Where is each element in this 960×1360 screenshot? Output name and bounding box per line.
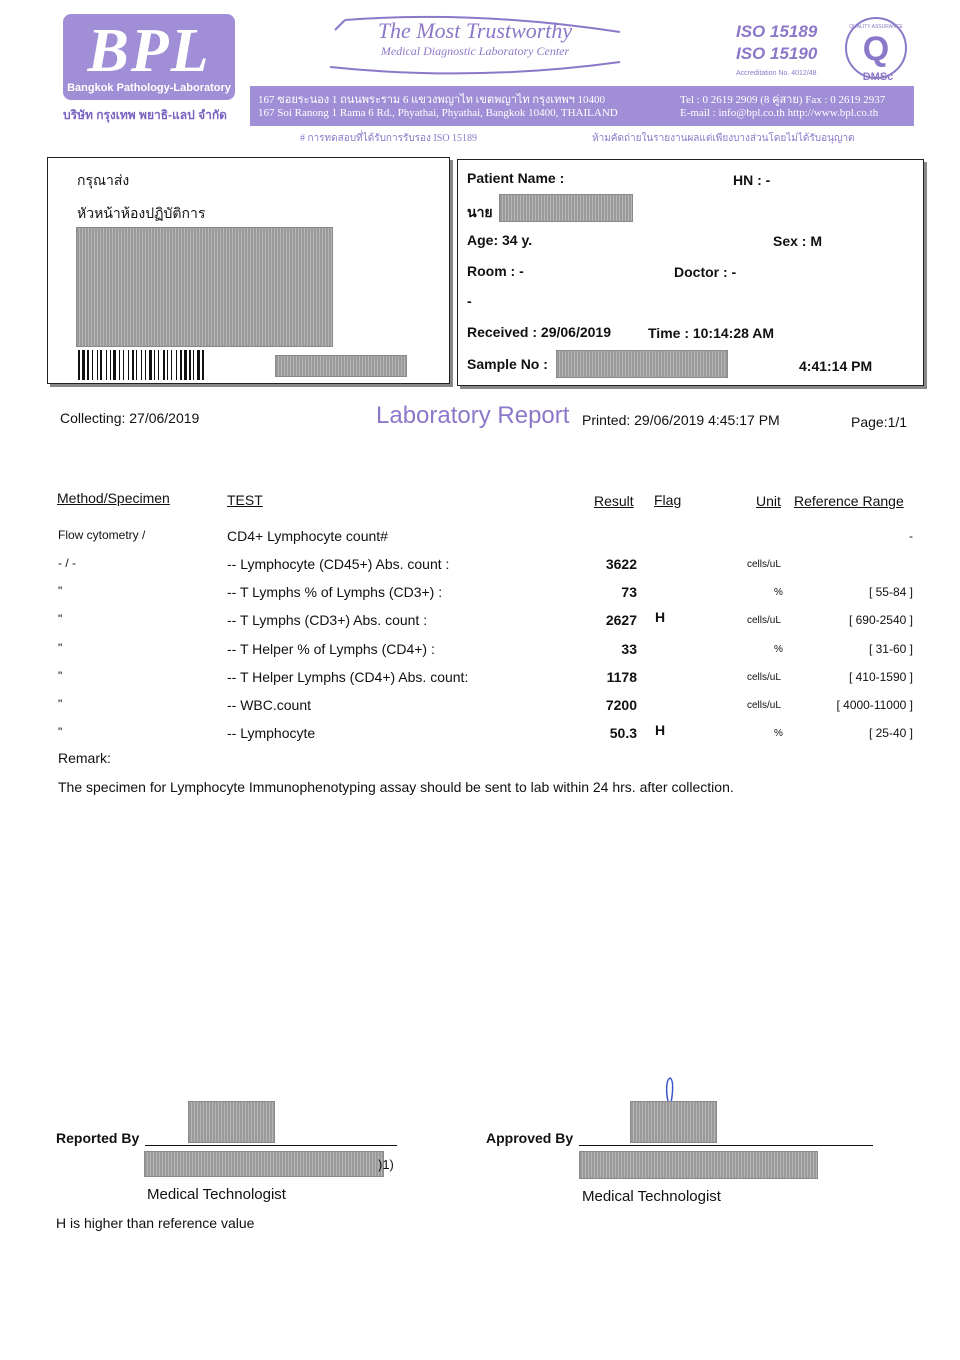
row-unit: cells/uL <box>747 700 781 711</box>
row-unit: cells/uL <box>747 615 781 626</box>
quality-seal-icon <box>840 16 912 84</box>
row-unit: % <box>774 644 783 655</box>
address-english: 167 Soi Ranong 1 Rama 6 Rd., Phyathai, Phyathai, Bangkok 10400, THAILAND <box>258 107 618 119</box>
table-row <box>0 696 960 716</box>
logo-text: BPL <box>87 17 211 85</box>
row-flag-high: H <box>655 609 666 625</box>
row-ref: [ 31-60 ] <box>868 642 913 656</box>
table-row <box>0 583 960 603</box>
flag-footnote: H is higher than reference value <box>56 1215 255 1231</box>
patient-title: นาย <box>467 204 493 220</box>
phone-fax: Tel : 0 2619 2909 (8 คู่สาย) Fax : 0 2619 2937 <box>680 94 886 106</box>
approved-by-label: Approved By <box>486 1130 574 1146</box>
row-test: -- T Helper % of Lymphs (CD4+) : <box>227 641 435 657</box>
address-band <box>250 86 914 126</box>
tagline: The Most Trustworthy <box>377 18 573 43</box>
accredited-note: # การทดสอบที่ได้รับการรับรอง ISO 15189 <box>300 133 478 144</box>
row-result: 73 <box>621 584 637 600</box>
tagline-subtitle: Medical Diagnostic Laboratory Center <box>380 44 570 58</box>
approved-by-line <box>579 1145 873 1146</box>
remark-text: The specimen for Lymphocyte Immunophenotyping assay should be sent to lab within 24 hrs. after collection. <box>58 779 734 795</box>
reporter-suffix: )1) <box>378 1157 394 1172</box>
row-result: 33 <box>621 641 637 657</box>
row-flag-high: H <box>655 722 666 738</box>
row-method: " <box>58 669 63 683</box>
bpl-logo <box>63 14 235 100</box>
logo-subtitle: Bangkok Pathology-Laboratory <box>67 82 231 94</box>
hn-label: HN : - <box>733 172 771 188</box>
row-ref: [ 410-1590 ] <box>848 670 913 684</box>
sender-box <box>47 157 450 384</box>
table-row <box>0 724 960 744</box>
row-result: 1178 <box>606 669 637 685</box>
row-method: " <box>58 697 63 711</box>
row-result: 7200 <box>605 697 637 713</box>
received-time: Time : 10:14:28 AM <box>648 325 775 341</box>
row-method: " <box>58 641 63 655</box>
row-method: - / - <box>58 556 76 570</box>
company-thai-name: บริษัท กรุงเทพ พยาธิ-แลป จำกัด <box>63 108 227 122</box>
seal-text: QUALITY ASSURANCE <box>849 24 903 30</box>
row-result: 2627 <box>605 612 637 628</box>
row-unit: % <box>774 728 783 739</box>
iso-15190: ISO 15190 <box>736 44 818 63</box>
row-test: -- WBC.count <box>227 697 312 713</box>
row-method: Flow cytometry / <box>58 528 146 542</box>
seal-dms: DMSc <box>862 71 894 83</box>
row-test: -- Lymphocyte <box>227 725 316 741</box>
redacted-reporter-signature <box>189 1102 274 1142</box>
dash-line: - <box>467 293 472 309</box>
col-result-header: Result <box>594 493 634 509</box>
sample-no-label: Sample No : <box>467 356 548 372</box>
row-method: " <box>58 584 63 598</box>
accreditation-number: Accreditation No. 4012/48 <box>736 70 817 77</box>
reported-by-line <box>145 1145 397 1146</box>
row-unit: cells/uL <box>747 672 781 683</box>
table-row <box>0 555 960 575</box>
remark-label: Remark: <box>58 750 111 766</box>
row-test: -- Lymphocyte (CD45+) Abs. count : <box>227 556 450 572</box>
sample-time: 4:41:14 PM <box>799 358 873 374</box>
row-ref: - <box>909 529 913 543</box>
redacted-reporter-name <box>145 1152 383 1176</box>
row-ref: [ 25-40 ] <box>868 726 913 740</box>
lab-head-label: หัวหน้าห้องปฏิบัติการ <box>77 205 206 221</box>
table-row <box>0 668 960 688</box>
reported-by-label: Reported By <box>56 1130 140 1146</box>
row-test: CD4+ Lymphocyte count# <box>227 528 388 544</box>
row-test: -- T Lymphs % of Lymphs (CD3+) : <box>227 584 443 600</box>
redacted-approver-name <box>580 1152 817 1178</box>
row-test: -- T Lymphs (CD3+) Abs. count : <box>227 612 428 628</box>
redacted-address <box>77 228 332 346</box>
row-ref: [ 55-84 ] <box>868 585 913 599</box>
page-number: Page:1/1 <box>851 414 908 430</box>
iso-15189: ISO 15189 <box>736 22 818 41</box>
approver-role: Medical Technologist <box>582 1188 721 1205</box>
barcode-icon <box>78 350 276 380</box>
patient-name-label: Patient Name : <box>467 170 565 186</box>
col-unit-header: Unit <box>756 493 781 509</box>
row-result: 50.3 <box>609 725 637 741</box>
row-ref: [ 4000-11000 ] <box>836 698 913 712</box>
collecting-date: Collecting: 27/06/2019 <box>60 410 200 426</box>
row-unit: cells/uL <box>747 559 781 570</box>
send-to-label: กรุณาส่ง <box>77 172 130 188</box>
col-method-header: Method/Specimen <box>57 490 170 506</box>
printed-datetime: Printed: 29/06/2019 4:45:17 PM <box>582 412 780 428</box>
table-row <box>0 611 960 631</box>
room-label: Room : - <box>467 263 524 279</box>
row-method: " <box>58 612 63 626</box>
row-ref: [ 690-2540 ] <box>848 613 913 627</box>
table-row <box>0 640 960 660</box>
report-title: Laboratory Report <box>376 402 570 429</box>
redacted-sample-no <box>557 351 727 377</box>
col-test-header: TEST <box>227 492 263 508</box>
doctor-label: Doctor : - <box>674 264 737 280</box>
row-unit: % <box>774 587 783 598</box>
redacted-barcode-number <box>276 356 406 376</box>
copy-warning: ห้ามคัดถ่ายในรายงานผลแต่เพียงบางส่วนโดยไม่ได้รับอนุญาต <box>592 133 855 144</box>
col-ref-header: Reference Range <box>794 493 904 509</box>
row-test: -- T Helper Lymphs (CD4+) Abs. count: <box>227 669 469 685</box>
redacted-patient-name <box>500 195 632 221</box>
seal-q: Q <box>862 30 890 68</box>
row-method: " <box>58 725 63 739</box>
redacted-approver-signature <box>631 1102 716 1142</box>
col-flag-header: Flag <box>654 492 682 508</box>
patient-box <box>457 159 924 386</box>
email-website: E-mail : info@bpl.co.th http://www.bpl.co.th <box>680 107 879 119</box>
row-result: 3622 <box>605 556 637 572</box>
table-row <box>0 527 960 547</box>
patient-sex: Sex : M <box>773 233 823 249</box>
received-date: Received : 29/06/2019 <box>467 324 611 340</box>
reporter-role: Medical Technologist <box>147 1186 286 1203</box>
patient-age: Age: 34 y. <box>467 232 533 248</box>
address-thai: 167 ซอยระนอง 1 ถนนพระราม 6 แขวงพญาไท เขตพญาไท กรุงเทพฯ 10400 <box>258 94 606 106</box>
